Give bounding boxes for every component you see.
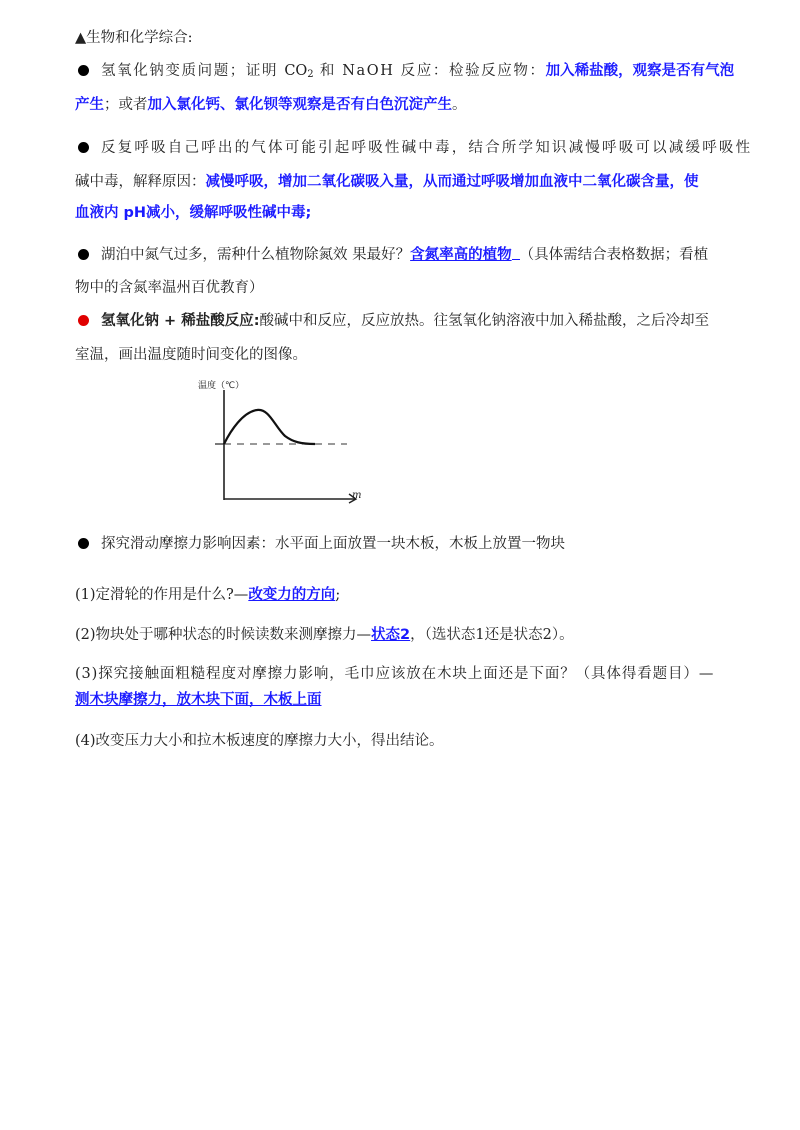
- item4-text1: 酸碱中和反应，反应放热。往氢氧化钠溶液中加入稀盐酸，之后冷却至: [259, 313, 710, 329]
- question-4: [75, 731, 444, 751]
- item1-text3: ；或者: [104, 97, 148, 113]
- bullet-icon: [78, 249, 89, 260]
- heading-text: ▲生物和化学综合:: [75, 30, 193, 46]
- item1-text: 氢氧化钠变质问题；证明: [101, 63, 285, 79]
- item2-line1: [75, 138, 752, 158]
- item1-line2: [75, 95, 467, 115]
- item3-prefix: 湖泊中氮气过多，需种什么植物除氮效 果最好？: [101, 247, 411, 263]
- q1-prefix: (1)定滑轮的作用是什么?—: [75, 587, 249, 603]
- item5-line: [75, 534, 565, 554]
- item3-answer: 含氮率高的植物: [410, 247, 512, 263]
- question-3: [75, 664, 714, 684]
- q2-answer: 状态2: [371, 627, 411, 643]
- q2-suffix: ，（选状态1还是状态2）。: [410, 627, 574, 643]
- item2-line3: [75, 203, 311, 223]
- x-axis-label: m: [352, 490, 362, 501]
- item3-line2: [75, 278, 264, 298]
- q1-answer: 改变力的方向: [248, 587, 336, 603]
- item2-prefix: 碱中毒，解释原因：: [75, 174, 206, 190]
- question-1: [75, 585, 340, 605]
- bullet-icon: [78, 65, 89, 76]
- bullet-icon: [78, 538, 89, 549]
- co2-subscript: 2: [307, 69, 314, 80]
- question-2: [75, 625, 574, 645]
- item3-line2-text: 物中的含氮率温州百优教育）: [75, 280, 264, 296]
- underline-gap: [512, 245, 520, 260]
- item2-answer-a: 减慢呼吸，增加二氧化碳吸入量，从而通过呼吸增加血液中二氧化碳含量，使: [205, 174, 699, 190]
- q1-suffix: ;: [335, 587, 341, 603]
- item1-answer-a: 加入稀盐酸，观察是否有气泡: [545, 63, 735, 79]
- y-axis-label: 温度（℃）: [198, 381, 245, 391]
- item1-answer-b: 产生: [75, 97, 104, 113]
- co2-co: CO: [284, 63, 308, 79]
- item3-suffix: （具体需结合表格数据；看植: [519, 247, 709, 263]
- item5-text: 探究滑动摩擦力影响因素：水平面上面放置一块木板，木板上放置一物块: [101, 536, 565, 552]
- item4-line2: [75, 345, 307, 365]
- item2-line2: [75, 172, 699, 192]
- item4-text2: 室温，画出温度随时间变化的图像。: [75, 347, 307, 363]
- item4-title: 氢氧化钠 + 稀盐酸反应:: [101, 313, 260, 329]
- item1-text2: 和 NaOH 反应：检验反应物：: [313, 63, 546, 79]
- item1-line1: [75, 61, 734, 85]
- q2-prefix: (2)物块处于哪种状态的时候读数来测摩擦力—: [75, 627, 372, 643]
- temperature-curve: [224, 410, 315, 444]
- section-heading: [75, 28, 193, 48]
- item1-end: 。: [452, 97, 467, 113]
- bullet-icon: [78, 142, 89, 153]
- item2-text1: 反复呼吸自己呼出的气体可能引起呼吸性碱中毒，结合所学知识减慢呼吸可以减缓呼吸性: [101, 140, 753, 156]
- q3-text: (3)探究接触面粗糙程度对摩擦力影响，毛巾应该放在木块上面还是下面？（具体得看题目）—: [75, 666, 715, 682]
- item1-answer-c: 加入氯化钙、氯化钡等观察是否有白色沉淀产生: [147, 97, 452, 113]
- item3-line1: [75, 245, 708, 265]
- item2-answer-b: 血液内 pH减小，缓解呼吸性碱中毒;: [75, 205, 312, 221]
- question-3-answer: [75, 690, 322, 710]
- red-bullet-icon: [78, 315, 89, 326]
- q4-text: (4)改变压力大小和拉木板速度的摩擦力大小，得出结论。: [75, 733, 444, 749]
- temperature-time-graph: [195, 372, 365, 507]
- q3-answer: 测木块摩擦力，放木块下面，木板上面: [75, 692, 322, 708]
- item4-line1: [75, 311, 709, 331]
